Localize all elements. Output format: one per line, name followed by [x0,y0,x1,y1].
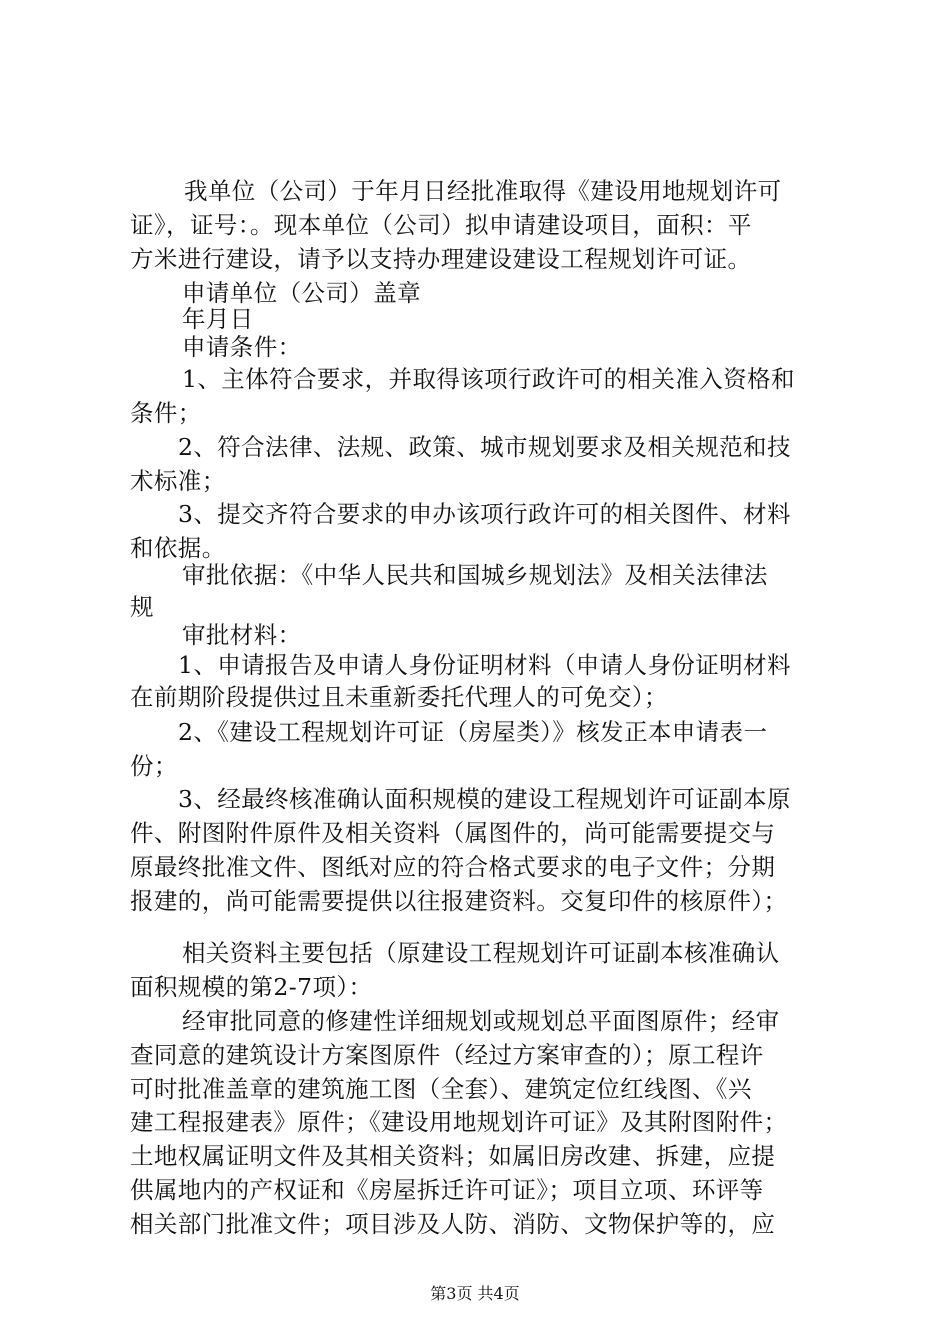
page-number-footer: 第3页 共4页 [430,1284,520,1303]
text-line: 原最终批准文件、图纸对应的符合格式要求的电子文件；分期 [130,853,776,881]
text-line: 报建的，尚可能需要提供以往报建资料。交复印件的核原件）； [130,887,788,915]
text-line: 审批依据：《中华人民共和国城乡规划法》及相关法律法 [182,561,768,589]
text-line: 在前期阶段提供过且未重新委托代理人的可免交）； [130,683,668,711]
text-line: 证》，证号：。现本单位（公司）拟申请建设项目，面积：平 [130,211,752,239]
text-line: 和依据。 [130,534,226,562]
text-line: 份； [130,752,178,780]
text-line: 土地权属证明文件及其相关资料；如属旧房改建、拆建，应提 [130,1142,776,1170]
text-line: 2、符合法律、法规、政策、城市规划要求及相关规范和技 [178,433,791,461]
text-line: 查同意的建筑设计方案图原件（经过方案审查的）；原工程许 [130,1041,764,1069]
text-line: 方米进行建设，请予以支持办理建设建设工程规划许可证。 [130,245,752,273]
text-line: 申请单位（公司）盖章 [182,279,421,307]
text-line: 1、申请报告及申请人身份证明材料（申请人身份证明材料 [178,651,791,679]
text-line: 申请条件： [182,333,302,361]
text-line: 供属地内的产权证和《房屋拆迁许可证》；项目立项、环评等 [130,1176,764,1204]
text-line: 面积规模的第2-7项）： [130,973,373,1001]
text-line: 审批材料： [182,621,302,649]
text-line: 相关部门批准文件；项目涉及人防、消防、文物保护等的，应 [130,1210,776,1238]
text-line: 可时批准盖章的建筑施工图（全套）、建筑定位红线图、《兴 [130,1075,752,1103]
text-line: 相关资料主要包括（原建设工程规划许可证副本核准确认 [182,939,780,967]
text-line: 1、主体符合要求，并取得该项行政许可的相关准入资格和 [182,365,795,393]
text-line: 2、《建设工程规划许可证（房屋类）》核发正本申请表一 [178,718,768,746]
text-line: 条件； [130,399,202,427]
text-line: 建工程报建表》原件；《建设用地规划许可证》及其附图附件； [130,1108,788,1136]
text-line: 术标准； [130,467,226,495]
text-line: 3、经最终核准确认面积规模的建设工程规划许可证副本原 [178,785,791,813]
text-line: 3、提交齐符合要求的申办该项行政许可的相关图件、材料 [178,500,791,528]
text-line: 年月日 [182,305,254,333]
text-line: 规 [130,593,154,621]
text-line: 我单位（公司）于年月日经批准取得《建设用地规划许可 [184,177,782,205]
text-line: 件、附图附件原件及相关资料（属图件的，尚可能需要提交与 [130,819,776,847]
text-line: 经审批同意的修建性详细规划或规划总平面图原件；经审 [182,1007,780,1035]
